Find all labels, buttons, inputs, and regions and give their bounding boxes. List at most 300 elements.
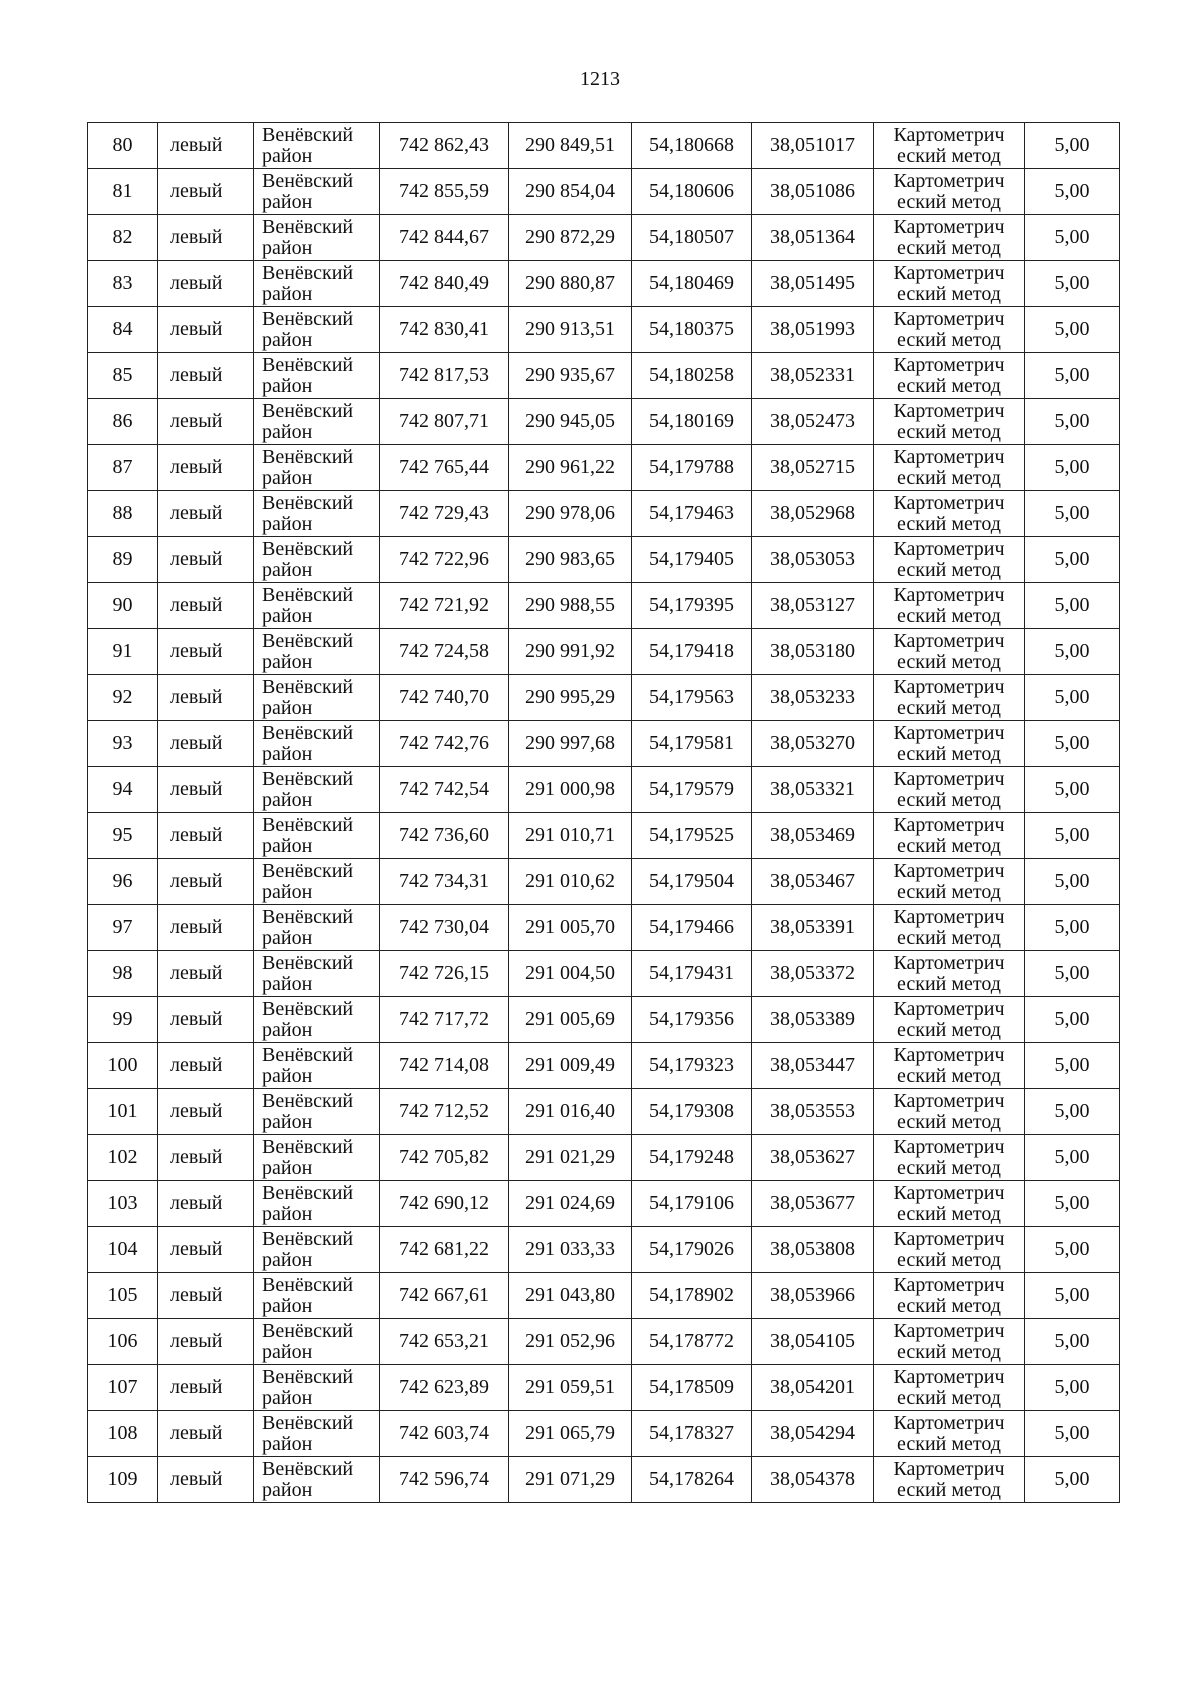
- district-line: Венёвский: [262, 1227, 354, 1250]
- longitude-cell: 38,053321: [752, 767, 874, 813]
- table-row: [88, 813, 1120, 859]
- method-line: Картометрич: [893, 629, 1005, 652]
- district-line: Венёвский: [262, 583, 354, 606]
- district-line: район: [262, 1294, 313, 1317]
- accuracy-cell: 5,00: [1025, 859, 1120, 905]
- district-line: Венёвский: [262, 1365, 354, 1388]
- longitude-cell: 38,051993: [752, 307, 874, 353]
- longitude-cell: 38,053233: [752, 675, 874, 721]
- accuracy-cell: 5,00: [1025, 813, 1120, 859]
- district-line: район: [262, 604, 313, 627]
- table-row: [88, 399, 1120, 445]
- method-line: еский метод: [897, 926, 1001, 949]
- method-cell: [874, 859, 1025, 905]
- latitude-cell: 54,178509: [632, 1365, 752, 1411]
- side-cell: левый: [158, 215, 254, 261]
- latitude-cell: 54,179418: [632, 629, 752, 675]
- table-row: [88, 1135, 1120, 1181]
- district-line: Венёвский: [262, 859, 354, 882]
- district-line: Венёвский: [262, 813, 354, 836]
- table-row: [88, 169, 1120, 215]
- point-number-cell: 100: [88, 1043, 158, 1089]
- table-row: [88, 215, 1120, 261]
- district-line: район: [262, 788, 313, 811]
- latitude-cell: 54,179788: [632, 445, 752, 491]
- point-number-cell: 82: [88, 215, 158, 261]
- district-line: район: [262, 696, 313, 719]
- point-number-cell: 84: [88, 307, 158, 353]
- method-line: еский метод: [897, 236, 1001, 259]
- y-coordinate-cell: 290 945,05: [509, 399, 632, 445]
- district-line: район: [262, 190, 313, 213]
- method-line: еский метод: [897, 742, 1001, 765]
- accuracy-cell: 5,00: [1025, 629, 1120, 675]
- point-number-cell: 86: [88, 399, 158, 445]
- district-line: Венёвский: [262, 1043, 354, 1066]
- method-line: еский метод: [897, 972, 1001, 995]
- method-line: Картометрич: [893, 261, 1005, 284]
- latitude-cell: 54,179466: [632, 905, 752, 951]
- district-line: Венёвский: [262, 1457, 354, 1480]
- x-coordinate-cell: 742 742,76: [380, 721, 509, 767]
- accuracy-cell: 5,00: [1025, 307, 1120, 353]
- table-row: [88, 445, 1120, 491]
- district-cell: [254, 859, 380, 905]
- side-cell: левый: [158, 123, 254, 169]
- district-cell: [254, 123, 380, 169]
- side-cell: левый: [158, 583, 254, 629]
- method-cell: [874, 951, 1025, 997]
- x-coordinate-cell: 742 765,44: [380, 445, 509, 491]
- district-cell: [254, 583, 380, 629]
- accuracy-cell: 5,00: [1025, 123, 1120, 169]
- latitude-cell: 54,180258: [632, 353, 752, 399]
- side-cell: левый: [158, 169, 254, 215]
- longitude-cell: 38,053966: [752, 1273, 874, 1319]
- point-number-cell: 105: [88, 1273, 158, 1319]
- method-line: еский метод: [897, 1432, 1001, 1455]
- table-row: [88, 261, 1120, 307]
- latitude-cell: 54,179308: [632, 1089, 752, 1135]
- method-cell: [874, 767, 1025, 813]
- accuracy-cell: 5,00: [1025, 767, 1120, 813]
- method-line: еский метод: [897, 1110, 1001, 1133]
- side-cell: левый: [158, 1319, 254, 1365]
- method-line: Картометрич: [893, 583, 1005, 606]
- side-cell: левый: [158, 399, 254, 445]
- accuracy-cell: 5,00: [1025, 721, 1120, 767]
- latitude-cell: 54,179579: [632, 767, 752, 813]
- point-number-cell: 107: [88, 1365, 158, 1411]
- y-coordinate-cell: 290 991,92: [509, 629, 632, 675]
- point-number-cell: 96: [88, 859, 158, 905]
- table-row: [88, 1043, 1120, 1089]
- district-line: район: [262, 1156, 313, 1179]
- side-cell: левый: [158, 1227, 254, 1273]
- point-number-cell: 93: [88, 721, 158, 767]
- district-line: район: [262, 328, 313, 351]
- district-cell: [254, 905, 380, 951]
- method-line: Картометрич: [893, 1227, 1005, 1250]
- method-cell: [874, 491, 1025, 537]
- method-line: еский метод: [897, 1294, 1001, 1317]
- method-cell: [874, 813, 1025, 859]
- table-row: [88, 353, 1120, 399]
- district-line: Венёвский: [262, 491, 354, 514]
- side-cell: левый: [158, 629, 254, 675]
- side-cell: левый: [158, 997, 254, 1043]
- method-line: Картометрич: [893, 675, 1005, 698]
- district-cell: [254, 1365, 380, 1411]
- district-cell: [254, 491, 380, 537]
- x-coordinate-cell: 742 667,61: [380, 1273, 509, 1319]
- accuracy-cell: 5,00: [1025, 445, 1120, 491]
- accuracy-cell: 5,00: [1025, 1043, 1120, 1089]
- method-line: Картометрич: [893, 1319, 1005, 1342]
- longitude-cell: 38,052968: [752, 491, 874, 537]
- method-line: еский метод: [897, 190, 1001, 213]
- accuracy-cell: 5,00: [1025, 1227, 1120, 1273]
- y-coordinate-cell: 291 065,79: [509, 1411, 632, 1457]
- table-row: [88, 767, 1120, 813]
- district-cell: [254, 1181, 380, 1227]
- point-number-cell: 80: [88, 123, 158, 169]
- method-cell: [874, 169, 1025, 215]
- district-line: Венёвский: [262, 629, 354, 652]
- method-line: Картометрич: [893, 445, 1005, 468]
- x-coordinate-cell: 742 855,59: [380, 169, 509, 215]
- y-coordinate-cell: 291 043,80: [509, 1273, 632, 1319]
- district-line: Венёвский: [262, 905, 354, 928]
- district-cell: [254, 1043, 380, 1089]
- longitude-cell: 38,053372: [752, 951, 874, 997]
- accuracy-cell: 5,00: [1025, 997, 1120, 1043]
- table-row: [88, 583, 1120, 629]
- method-line: еский метод: [897, 1478, 1001, 1501]
- district-line: район: [262, 1202, 313, 1225]
- table-row: [88, 1319, 1120, 1365]
- y-coordinate-cell: 291 052,96: [509, 1319, 632, 1365]
- side-cell: левый: [158, 307, 254, 353]
- longitude-cell: 38,054201: [752, 1365, 874, 1411]
- point-number-cell: 103: [88, 1181, 158, 1227]
- x-coordinate-cell: 742 844,67: [380, 215, 509, 261]
- side-cell: левый: [158, 1273, 254, 1319]
- method-line: Картометрич: [893, 399, 1005, 422]
- method-line: Картометрич: [893, 721, 1005, 744]
- latitude-cell: 54,180469: [632, 261, 752, 307]
- y-coordinate-cell: 290 997,68: [509, 721, 632, 767]
- district-line: район: [262, 236, 313, 259]
- longitude-cell: 38,051495: [752, 261, 874, 307]
- method-line: Картометрич: [893, 997, 1005, 1020]
- district-cell: [254, 1089, 380, 1135]
- district-line: Венёвский: [262, 399, 354, 422]
- latitude-cell: 54,179431: [632, 951, 752, 997]
- district-line: район: [262, 1432, 313, 1455]
- x-coordinate-cell: 742 717,72: [380, 997, 509, 1043]
- method-line: Картометрич: [893, 1181, 1005, 1204]
- longitude-cell: 38,053389: [752, 997, 874, 1043]
- longitude-cell: 38,051086: [752, 169, 874, 215]
- x-coordinate-cell: 742 705,82: [380, 1135, 509, 1181]
- district-line: Венёвский: [262, 997, 354, 1020]
- district-line: район: [262, 1110, 313, 1133]
- x-coordinate-cell: 742 623,89: [380, 1365, 509, 1411]
- latitude-cell: 54,179563: [632, 675, 752, 721]
- district-line: Венёвский: [262, 675, 354, 698]
- district-line: район: [262, 144, 313, 167]
- accuracy-cell: 5,00: [1025, 215, 1120, 261]
- longitude-cell: 38,053808: [752, 1227, 874, 1273]
- point-number-cell: 108: [88, 1411, 158, 1457]
- method-line: еский метод: [897, 1248, 1001, 1271]
- side-cell: левый: [158, 1181, 254, 1227]
- method-line: еский метод: [897, 374, 1001, 397]
- district-line: Венёвский: [262, 1089, 354, 1112]
- accuracy-cell: 5,00: [1025, 1089, 1120, 1135]
- latitude-cell: 54,179525: [632, 813, 752, 859]
- method-cell: [874, 537, 1025, 583]
- method-line: Картометрич: [893, 859, 1005, 882]
- district-line: Венёвский: [262, 169, 354, 192]
- y-coordinate-cell: 291 010,62: [509, 859, 632, 905]
- point-number-cell: 83: [88, 261, 158, 307]
- point-number-cell: 98: [88, 951, 158, 997]
- longitude-cell: 38,053180: [752, 629, 874, 675]
- district-line: Венёвский: [262, 307, 354, 330]
- y-coordinate-cell: 290 995,29: [509, 675, 632, 721]
- table-row: [88, 721, 1120, 767]
- latitude-cell: 54,179581: [632, 721, 752, 767]
- district-cell: [254, 721, 380, 767]
- district-cell: [254, 629, 380, 675]
- accuracy-cell: 5,00: [1025, 1457, 1120, 1503]
- point-number-cell: 81: [88, 169, 158, 215]
- latitude-cell: 54,180507: [632, 215, 752, 261]
- x-coordinate-cell: 742 742,54: [380, 767, 509, 813]
- longitude-cell: 38,052473: [752, 399, 874, 445]
- y-coordinate-cell: 291 004,50: [509, 951, 632, 997]
- latitude-cell: 54,180375: [632, 307, 752, 353]
- method-line: еский метод: [897, 604, 1001, 627]
- longitude-cell: 38,053391: [752, 905, 874, 951]
- method-line: Картометрич: [893, 1273, 1005, 1296]
- point-number-cell: 85: [88, 353, 158, 399]
- method-line: еский метод: [897, 466, 1001, 489]
- method-line: еский метод: [897, 420, 1001, 443]
- district-cell: [254, 169, 380, 215]
- y-coordinate-cell: 290 849,51: [509, 123, 632, 169]
- latitude-cell: 54,179323: [632, 1043, 752, 1089]
- side-cell: левый: [158, 859, 254, 905]
- table-row: [88, 629, 1120, 675]
- point-number-cell: 94: [88, 767, 158, 813]
- method-cell: [874, 1181, 1025, 1227]
- point-number-cell: 90: [88, 583, 158, 629]
- longitude-cell: 38,053270: [752, 721, 874, 767]
- point-number-cell: 104: [88, 1227, 158, 1273]
- side-cell: левый: [158, 261, 254, 307]
- method-line: Картометрич: [893, 353, 1005, 376]
- x-coordinate-cell: 742 596,74: [380, 1457, 509, 1503]
- point-number-cell: 97: [88, 905, 158, 951]
- side-cell: левый: [158, 445, 254, 491]
- district-line: Венёвский: [262, 1273, 354, 1296]
- method-line: еский метод: [897, 788, 1001, 811]
- method-cell: [874, 123, 1025, 169]
- x-coordinate-cell: 742 862,43: [380, 123, 509, 169]
- x-coordinate-cell: 742 730,04: [380, 905, 509, 951]
- table-row: [88, 537, 1120, 583]
- district-line: Венёвский: [262, 1135, 354, 1158]
- x-coordinate-cell: 742 817,53: [380, 353, 509, 399]
- district-line: район: [262, 420, 313, 443]
- method-line: еский метод: [897, 834, 1001, 857]
- y-coordinate-cell: 291 000,98: [509, 767, 632, 813]
- longitude-cell: 38,052715: [752, 445, 874, 491]
- district-line: район: [262, 1340, 313, 1363]
- district-line: район: [262, 834, 313, 857]
- table-row: [88, 675, 1120, 721]
- accuracy-cell: 5,00: [1025, 1319, 1120, 1365]
- table-row: [88, 123, 1120, 169]
- method-line: еский метод: [897, 1064, 1001, 1087]
- longitude-cell: 38,054294: [752, 1411, 874, 1457]
- table-row: [88, 1273, 1120, 1319]
- district-cell: [254, 1227, 380, 1273]
- method-cell: [874, 583, 1025, 629]
- point-number-cell: 99: [88, 997, 158, 1043]
- district-line: Венёвский: [262, 445, 354, 468]
- method-line: Картометрич: [893, 1043, 1005, 1066]
- x-coordinate-cell: 742 724,58: [380, 629, 509, 675]
- longitude-cell: 38,053677: [752, 1181, 874, 1227]
- district-cell: [254, 1457, 380, 1503]
- x-coordinate-cell: 742 714,08: [380, 1043, 509, 1089]
- x-coordinate-cell: 742 807,71: [380, 399, 509, 445]
- page-number: 1213: [580, 68, 620, 90]
- accuracy-cell: 5,00: [1025, 905, 1120, 951]
- method-cell: [874, 1365, 1025, 1411]
- district-line: район: [262, 558, 313, 581]
- method-cell: [874, 675, 1025, 721]
- y-coordinate-cell: 290 872,29: [509, 215, 632, 261]
- district-cell: [254, 1411, 380, 1457]
- method-line: еский метод: [897, 880, 1001, 903]
- method-cell: [874, 905, 1025, 951]
- latitude-cell: 54,179395: [632, 583, 752, 629]
- district-cell: [254, 215, 380, 261]
- method-line: еский метод: [897, 558, 1001, 581]
- district-line: район: [262, 512, 313, 535]
- accuracy-cell: 5,00: [1025, 1273, 1120, 1319]
- accuracy-cell: 5,00: [1025, 353, 1120, 399]
- y-coordinate-cell: 291 033,33: [509, 1227, 632, 1273]
- x-coordinate-cell: 742 721,92: [380, 583, 509, 629]
- accuracy-cell: 5,00: [1025, 1365, 1120, 1411]
- side-cell: левый: [158, 951, 254, 997]
- latitude-cell: 54,179405: [632, 537, 752, 583]
- side-cell: левый: [158, 1135, 254, 1181]
- method-line: еский метод: [897, 1386, 1001, 1409]
- point-number-cell: 102: [88, 1135, 158, 1181]
- side-cell: левый: [158, 721, 254, 767]
- latitude-cell: 54,179026: [632, 1227, 752, 1273]
- y-coordinate-cell: 290 983,65: [509, 537, 632, 583]
- accuracy-cell: 5,00: [1025, 583, 1120, 629]
- district-line: Венёвский: [262, 1319, 354, 1342]
- method-line: еский метод: [897, 144, 1001, 167]
- latitude-cell: 54,179356: [632, 997, 752, 1043]
- method-line: еский метод: [897, 328, 1001, 351]
- district-line: район: [262, 880, 313, 903]
- longitude-cell: 38,053553: [752, 1089, 874, 1135]
- y-coordinate-cell: 290 880,87: [509, 261, 632, 307]
- latitude-cell: 54,180668: [632, 123, 752, 169]
- x-coordinate-cell: 742 681,22: [380, 1227, 509, 1273]
- method-cell: [874, 1043, 1025, 1089]
- side-cell: левый: [158, 1089, 254, 1135]
- latitude-cell: 54,178902: [632, 1273, 752, 1319]
- district-cell: [254, 445, 380, 491]
- x-coordinate-cell: 742 830,41: [380, 307, 509, 353]
- method-line: Картометрич: [893, 491, 1005, 514]
- method-line: еский метод: [897, 650, 1001, 673]
- accuracy-cell: 5,00: [1025, 491, 1120, 537]
- x-coordinate-cell: 742 840,49: [380, 261, 509, 307]
- y-coordinate-cell: 291 005,69: [509, 997, 632, 1043]
- method-line: Картометрич: [893, 813, 1005, 836]
- method-cell: [874, 629, 1025, 675]
- accuracy-cell: 5,00: [1025, 1135, 1120, 1181]
- method-cell: [874, 1273, 1025, 1319]
- district-line: район: [262, 1064, 313, 1087]
- point-number-cell: 106: [88, 1319, 158, 1365]
- side-cell: левый: [158, 905, 254, 951]
- side-cell: левый: [158, 767, 254, 813]
- point-number-cell: 89: [88, 537, 158, 583]
- y-coordinate-cell: 291 005,70: [509, 905, 632, 951]
- district-line: район: [262, 466, 313, 489]
- district-cell: [254, 951, 380, 997]
- point-number-cell: 101: [88, 1089, 158, 1135]
- accuracy-cell: 5,00: [1025, 951, 1120, 997]
- method-line: Картометрич: [893, 1089, 1005, 1112]
- district-line: Венёвский: [262, 767, 354, 790]
- method-line: еский метод: [897, 1156, 1001, 1179]
- x-coordinate-cell: 742 729,43: [380, 491, 509, 537]
- latitude-cell: 54,180169: [632, 399, 752, 445]
- district-cell: [254, 767, 380, 813]
- table-row: [88, 1457, 1120, 1503]
- district-line: район: [262, 650, 313, 673]
- district-line: район: [262, 742, 313, 765]
- side-cell: левый: [158, 1457, 254, 1503]
- y-coordinate-cell: 291 009,49: [509, 1043, 632, 1089]
- point-number-cell: 95: [88, 813, 158, 859]
- method-line: еский метод: [897, 1018, 1001, 1041]
- accuracy-cell: 5,00: [1025, 1411, 1120, 1457]
- latitude-cell: 54,179248: [632, 1135, 752, 1181]
- point-number-cell: 88: [88, 491, 158, 537]
- longitude-cell: 38,053467: [752, 859, 874, 905]
- point-number-cell: 91: [88, 629, 158, 675]
- y-coordinate-cell: 291 059,51: [509, 1365, 632, 1411]
- district-line: Венёвский: [262, 951, 354, 974]
- table-row: [88, 307, 1120, 353]
- method-cell: [874, 215, 1025, 261]
